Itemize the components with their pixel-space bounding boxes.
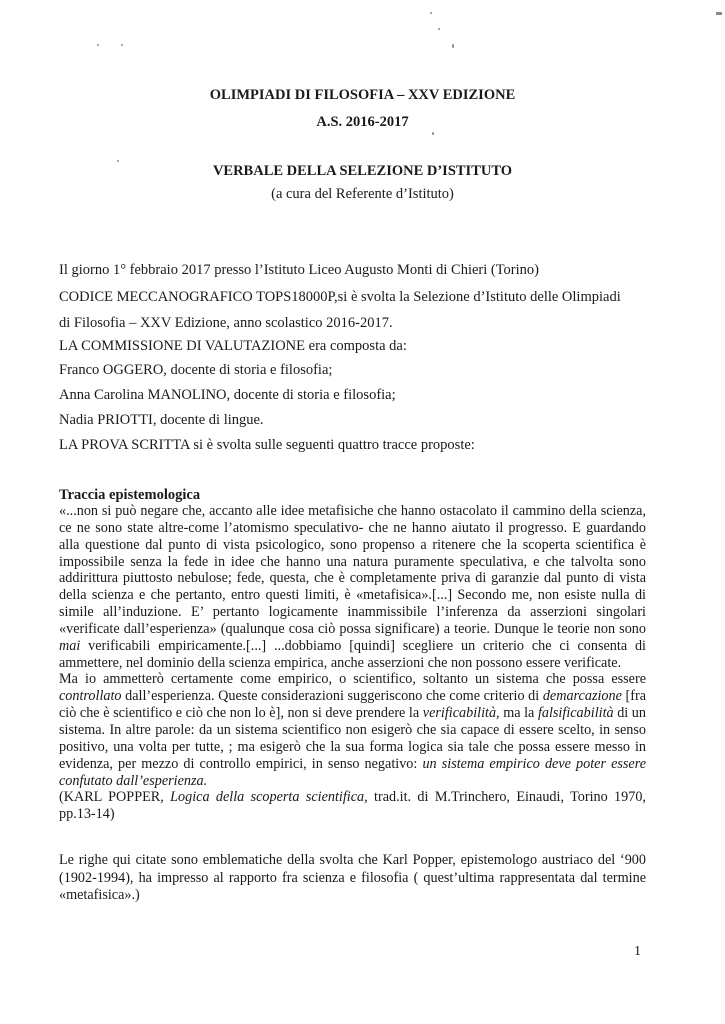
school-year: A.S. 2016-2017: [316, 114, 409, 130]
scan-speck: [432, 132, 434, 135]
intro-edition-line: di Filosofia – XXV Edizione, anno scolastico 2016-2017.: [59, 315, 393, 331]
quote-paragraph-2: Ma io ammetterò certamente come empirico, o scientifico, soltanto un sistema che possa essere controllato dall’esperienza. Queste considerazioni suggeriscono che come criterio di demarcazione [fra ciò che è scientifico e ciò che non lo è], non si deve prendere la verificabilità, ma la falsificabilità di un sistema. In altre parole: da un sistema scientifico non esigerò che sia capace di essere scelto, in senso positivo, una volta per tutte, ; ma esigerò che la sua forma logica sia tale che possa essere messo in evidenza, per mezzo di controllo empirici, in senso negativo: un sistema empirico deve poter essere confutato dall’esperienza.: [59, 671, 647, 789]
competition-title: OLIMPIADI DI FILOSOFIA – XXV EDIZIONE: [209, 87, 516, 103]
scan-speck: [716, 12, 722, 15]
page-number: 1: [634, 944, 641, 959]
scan-speck: [438, 28, 440, 30]
scan-speck: [121, 44, 123, 46]
closing-paragraph: Le righe qui citate sono emblematiche della svolta che Karl Popper, epistemologo austriaco del ‘900 (1902-1994), ha impresso al rapporto fra scienza e filosofia ( quest’ultima rappresentata dal termine «metafisica».): [59, 852, 646, 903]
popper-quote: [59, 503, 646, 823]
commission-intro: LA COMMISSIONE DI VALUTAZIONE era composta da:: [59, 338, 407, 354]
intro-code-line: CODICE MECCANOGRAFICO TOPS18000P,si è svolta la Selezione d’Istituto delle Olimpiadi: [59, 289, 621, 305]
scan-speck: [97, 44, 99, 46]
commission-member: Nadia PRIOTTI, docente di lingue.: [59, 412, 264, 428]
scan-speck: [452, 44, 454, 48]
scan-speck: [117, 160, 119, 162]
intro-date-line: Il giorno 1° febbraio 2017 presso l’Istituto Liceo Augusto Monti di Chieri (Torino): [59, 262, 539, 278]
scan-speck: [430, 12, 432, 14]
quote-citation: (KARL POPPER, Logica della scoperta scientifica, trad.it. di M.Trinchero, Einaudi, Torino 1970, pp.13-14): [59, 789, 646, 823]
document-title: VERBALE DELLA SELEZIONE D’ISTITUTO: [212, 163, 513, 179]
quote-paragraph-1: «...non si può negare che, accanto alle idee metafisiche che hanno ostacolato il cammino della scienza, ce ne sono state altre-come l’atomismo speculativo- che ne hanno aiutato il progresso. E guardando alla questione dal punto di vista psicologico, sono propenso a ritenere che la scoperta scientifica è impossibile senza la fede in idee che hanno una natura puramente speculativa, e che talvolta sono addirittura piuttosto nebulose; fede, questa, che è completamente priva di garanzie dal punto di vista della scienza e che pertanto, entro questi limiti, è «metafisica».[...] Secondo me, non esiste nulla di simile all’induzione. E’ pertanto logicamente inammissibile l’inferenza da asserzioni singolari «verificate dall’esperienza» (qualunque cosa ciò possa significare) a teorie. Dunque le teorie non sono mai verificabili empiricamente.[...] ...dobbiamo [quindi] scegliere un criterio che ci consenta di ammettere, nel dominio della scienza empirica, anche asserzioni che non possono essere verificate.: [59, 503, 646, 671]
commission-member: Anna Carolina MANOLINO, docente di storia e filosofia;: [59, 387, 396, 403]
traccia-title: Traccia epistemologica: [59, 487, 201, 503]
document-subtitle: (a cura del Referente d’Istituto): [271, 186, 454, 202]
exam-intro: LA PROVA SCRITTA si è svolta sulle seguenti quattro tracce proposte:: [59, 437, 475, 453]
commission-member: Franco OGGERO, docente di storia e filosofia;: [59, 362, 333, 378]
